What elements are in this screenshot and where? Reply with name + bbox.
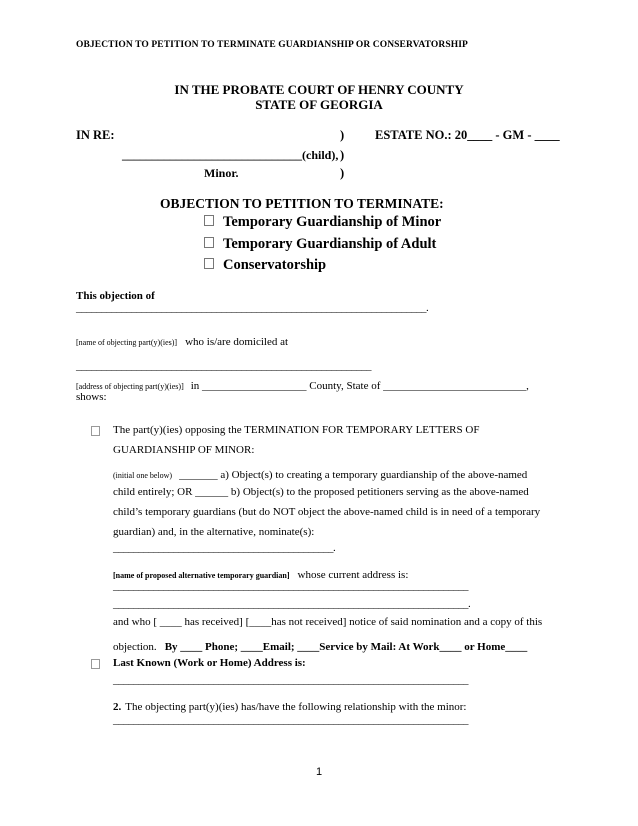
- item1-line3-row: [113, 465, 527, 483]
- checkbox-icon[interactable]: [204, 237, 214, 248]
- checkbox-icon[interactable]: [204, 215, 214, 226]
- minor-label: Minor.: [204, 166, 239, 180]
- estate-number: ESTATE NO.: 20____ - GM - ____: [375, 128, 560, 142]
- option-label: Temporary Guardianship of Minor: [223, 214, 442, 230]
- court-name: IN THE PROBATE COURT OF HENRY COUNTY: [174, 82, 464, 97]
- caption-paren-3: ): [340, 166, 345, 180]
- last-known-address-line[interactable]: _______________________________________________________________________: [113, 674, 468, 686]
- option-temp-guardianship-minor[interactable]: [204, 214, 441, 231]
- domiciled-text: who is/are domiciled at: [185, 336, 289, 348]
- page-number: 1: [315, 766, 323, 778]
- checkbox-icon[interactable]: [204, 258, 214, 269]
- objector-address-line[interactable]: ___________________________________________________________: [76, 360, 371, 372]
- name-label: [name of objecting part(y)(ies)]: [76, 338, 178, 347]
- alt-guardian-name-line[interactable]: ____________________________________________.: [113, 542, 336, 554]
- address-label: [address of objecting part(y)(ies)]: [76, 382, 184, 391]
- relationship-number: 2.: [113, 701, 122, 713]
- in-re-label: IN RE:: [76, 128, 115, 142]
- option-conservatorship[interactable]: [204, 257, 326, 274]
- relationship-text: The objecting part(y)(ies) has/have the following relationship with the minor:: [125, 701, 467, 713]
- item1-line3: _______ a) Object(s) to creating a temporary guardianship of the above-named: [179, 469, 528, 481]
- objection-word: objection.: [113, 641, 157, 653]
- child-name-line: ______________________________(child),: [122, 148, 339, 162]
- bullet-box-icon: [91, 426, 100, 436]
- objection-title: OBJECTION TO PETITION TO TERMINATE:: [160, 196, 444, 211]
- item1-line2: GUARDIANSHIP OF MINOR:: [113, 444, 255, 456]
- relationship-row: [113, 697, 466, 715]
- caption-paren-2: ): [340, 148, 345, 162]
- county-state-text: in ___________________ County, State of __________________________,: [190, 380, 529, 392]
- item1-line4: child entirely; OR ______ b) Object(s) to the proposed petitioners serving as the above-named: [113, 486, 529, 498]
- alt-guardian-address-line-2[interactable]: _______________________________________________________________________.: [113, 598, 471, 610]
- alt-guardian-label: [name of proposed alternative temporary guardian]: [113, 571, 290, 580]
- court-state: STATE OF GEORGIA: [255, 97, 383, 112]
- item1-line5: child’s temporary guardians (but do NOT object the above-named child is in need of a temporary: [113, 506, 541, 518]
- item1-line1: The part(y)(ies) opposing the TERMINATION FOR TEMPORARY LETTERS OF: [113, 424, 480, 436]
- last-known-address-title: Last Known (Work or Home) Address is:: [113, 657, 306, 669]
- this-objection-label: This objection of: [76, 290, 155, 302]
- option-label: Conservatorship: [223, 257, 327, 273]
- name-row: [76, 332, 288, 350]
- bullet-box-icon: [91, 659, 100, 669]
- address-row: [76, 376, 529, 394]
- document-header: OBJECTION TO PETITION TO TERMINATE GUARDIANSHIP OR CONSERVATORSHIP: [76, 40, 468, 50]
- item1-line6: guardian) and, in the alternative, nominate(s):: [113, 526, 315, 538]
- caption-paren-1: ): [340, 128, 345, 142]
- notice-line: and who [ ____ has received] [____has not received] notice of said nomination and a copy of this: [113, 616, 543, 628]
- option-temp-guardianship-adult[interactable]: [204, 236, 436, 253]
- alt-guardian-address-line-1[interactable]: _______________________________________________________________________: [113, 580, 468, 592]
- address-is-text: whose current address is:: [297, 569, 409, 581]
- service-method-text: By ____ Phone; ____Email; ____Service by Mail: At Work____ or Home____: [164, 641, 528, 653]
- shows-text: shows:: [76, 391, 107, 403]
- initial-one-label: (initial one below): [113, 471, 173, 480]
- objector-name-line[interactable]: ______________________________________________________________________.: [76, 302, 429, 314]
- service-row: [113, 637, 527, 655]
- option-label: Temporary Guardianship of Adult: [223, 236, 437, 252]
- relationship-line[interactable]: _______________________________________________________________________: [113, 714, 468, 726]
